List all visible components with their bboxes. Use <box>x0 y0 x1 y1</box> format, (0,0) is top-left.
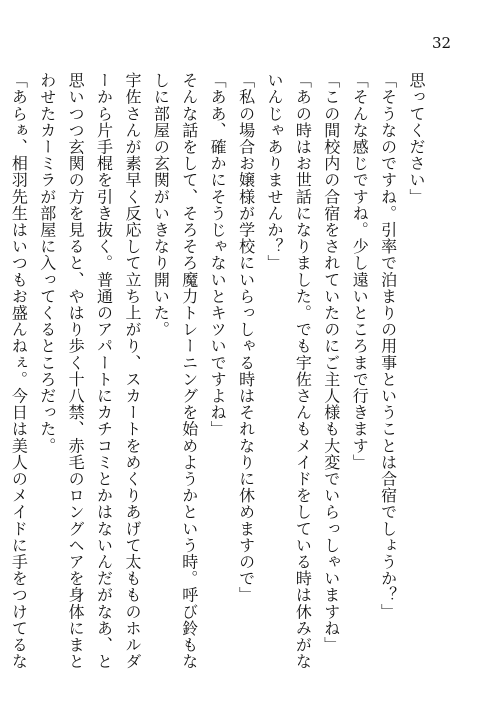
text-paragraph: 「あの時はお世話になりました。でも宇佐さんもメイドをしている時は休みがないんじゃありませんか？」 <box>264 72 313 670</box>
text-paragraph: 思ってください」 <box>407 72 426 205</box>
text-paragraph: そんな話をして、そろそろ魔力トレーニングを始めようかという時。呼び鈴もなしに部屋の玄関がいきなり開いた。 <box>151 72 199 670</box>
text-paragraph: 宇佐さんが素早く反応して立ち上がり、スカートをめくりあげて太もものホルダーから片手棍を引き抜く。普通のアパートにカチコミとかはないんだがなあ、と思いつつ玄関の方を見ると、やはり歩く十八禁、赤毛のロングヘアを身体にまとわせたカーミラが部屋に入ってくるところだった。 <box>37 72 142 670</box>
text-paragraph: 「この間校内の合宿をされていたのにご主人様も大変でいらっしゃいますね」 <box>321 72 341 653</box>
text-paragraph: 「そんな感じですね。少し遠いところまで行きます」 <box>350 72 370 471</box>
text-paragraph: 「ああ、確かにそうじゃないとキツいですよね」 <box>208 72 228 438</box>
page-number: 32 <box>432 34 452 52</box>
text-paragraph: 「あらぁ、相羽先生はいつもお盛んねぇ。今日は美人のメイドに手をつけてるな <box>9 72 29 670</box>
vertical-text-body <box>9 72 430 672</box>
text-paragraph: 「私の場合お嬢様が学校にいらっしゃる時はそれなりに休めますので」 <box>236 72 256 604</box>
text-paragraph: 「そうなのですね。引率で泊まりの用事ということは合宿でしょうか？」 <box>378 72 398 620</box>
